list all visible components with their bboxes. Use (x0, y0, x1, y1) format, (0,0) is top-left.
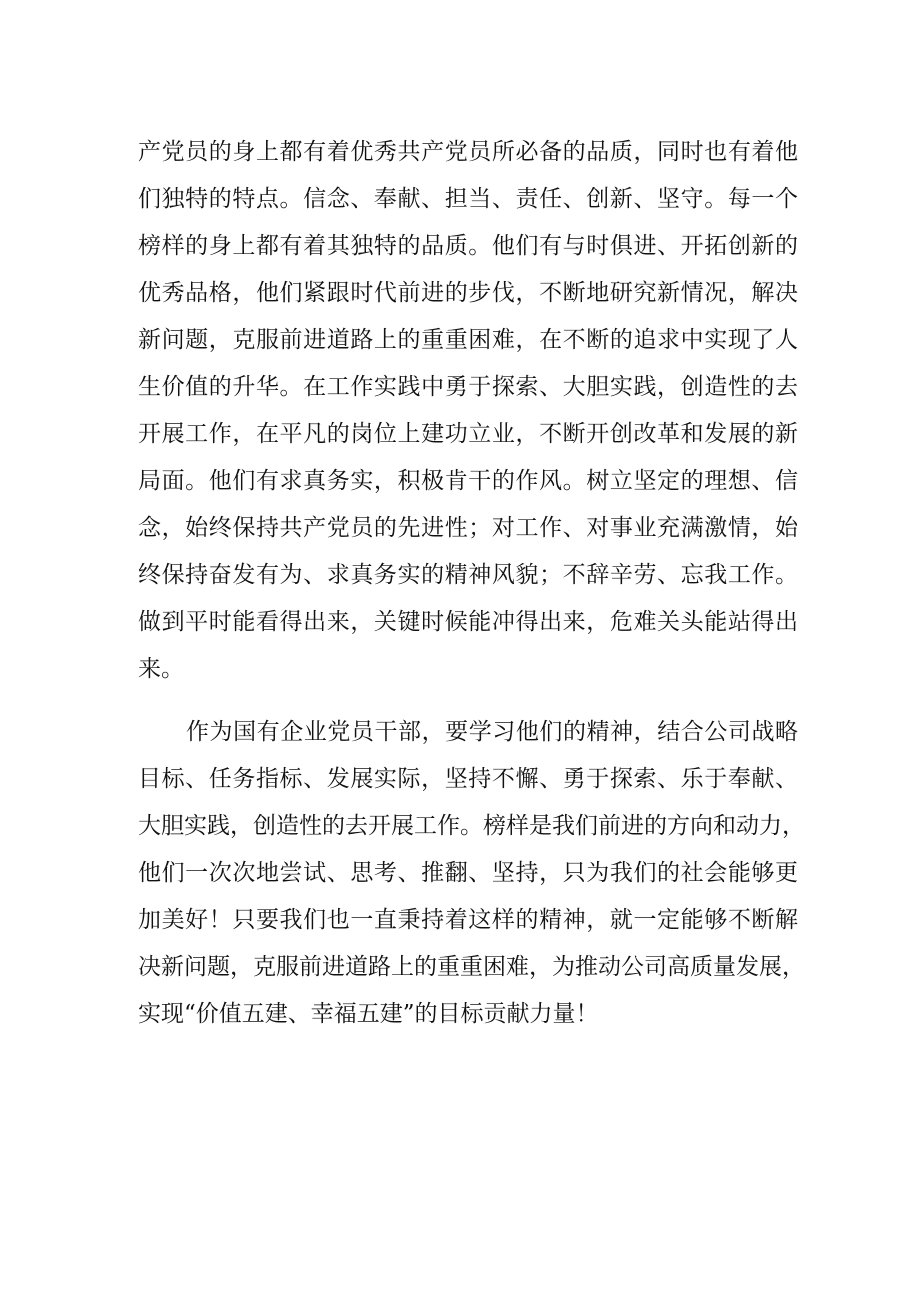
paragraph-line: 生价值的升华。在工作实践中勇于探索、大胆实践，创造性的去 (138, 374, 798, 400)
paragraph-line: 目标、任务指标、发展实际，坚持不懈、勇于探索、乐于奉献、 (138, 766, 798, 792)
paragraph-line: 加美好！只要我们也一直秉持着这样的精神，就一定能够不断解 (138, 907, 798, 933)
paragraph-line: 新问题，克服前进道路上的重重困难，在不断的追求中实现了人 (138, 327, 798, 353)
paragraph-line: 作为国有企业党员干部，要学习他们的精神，结合公司战略 (186, 719, 798, 745)
paragraph-line: 局面。他们有求真务实，积极肯干的作风。树立坚定的理想、信 (138, 468, 798, 494)
paragraph-line: 实现“价值五建、幸福五建”的目标贡献力量！ (138, 1001, 599, 1027)
paragraph-line: 开展工作，在平凡的岗位上建功立业，不断开创改革和发展的新 (138, 421, 798, 447)
paragraph-line: 念，始终保持共产党员的先进性；对工作、对事业充满激情，始 (138, 515, 798, 541)
paragraph-1 (138, 129, 798, 693)
paragraph-line: 榜样的身上都有着其独特的品质。他们有与时俱进、开拓创新的 (138, 233, 798, 259)
paragraph-2 (138, 709, 805, 1038)
paragraph-line: 来。 (138, 656, 184, 682)
paragraph-line: 决新问题，克服前进道路上的重重困难，为推动公司高质量发展， (138, 954, 805, 980)
paragraph-line: 优秀品格，他们紧跟时代前进的步伐，不断地研究新情况，解决 (138, 280, 798, 306)
paragraph-line: 做到平时能看得出来，关键时候能冲得出来，危难关头能站得出 (138, 609, 798, 635)
paragraph-line: 们独特的特点。信念、奉献、担当、责任、创新、坚守。每一个 (138, 186, 798, 212)
paragraph-line: 终保持奋发有为、求真务实的精神风貌；不辞辛劳、忘我工作。 (138, 562, 798, 588)
paragraph-line: 他们一次次地尝试、思考、推翻、坚持，只为我们的社会能够更 (138, 860, 798, 886)
paragraph-line: 大胆实践，创造性的去开展工作。榜样是我们前进的方向和动力， (138, 813, 805, 839)
paragraph-line: 产党员的身上都有着优秀共产党员所必备的品质，同时也有着他 (138, 139, 798, 165)
